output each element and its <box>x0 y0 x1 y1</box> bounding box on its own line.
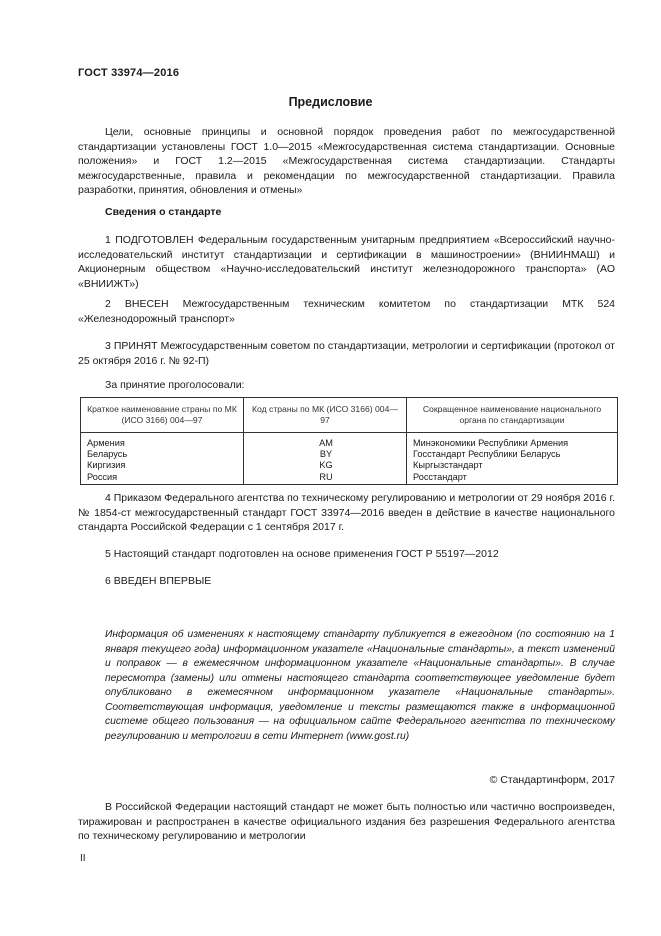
country-cell: Киргизия <box>81 460 244 471</box>
code-cell: BY <box>244 449 407 460</box>
document-id: ГОСТ 33974—2016 <box>78 67 180 79</box>
changes-notice-text: Информация об изменениях к настоящему стандарту публикуется в ежегодном (по состоянию на 1 января текущего года) информационном указателе «Национальные стандарты», а текст изменений и поправок — в ежемесячном информационном указателе «Национальные стандарты». В случае пересмотра (замены) или отмены настоящего стандарта соответствующее уведомление будет опубликовано в ежемесячном информационном указателе «Национальные стандарты». Соответствующая информация, уведомление и тексты размещаются также в информационной системе общего пользования — на официальном сайте Федерального агентства по техническому регулированию и метрологии в сети Интернет (www.gost.ru) <box>105 629 615 742</box>
page-number: II <box>80 853 86 864</box>
info-item-1: 1 ПОДГОТОВЛЕН Федеральным государственным унитарным предприятием «Всероссийский научно-исследовательский институт стандартизации и сертификации в машиностроении» (ВНИИНМАШ) и Акционерным обществом «Научно-исследовательский институт железнодорожного транспорта» (АО «ВНИИЖТ») <box>78 234 615 290</box>
code-cell: RU <box>244 472 407 485</box>
info-item-5: 5 Настоящий стандарт подготовлен на основе применения ГОСТ Р 55197—2012 <box>105 548 499 560</box>
changes-notice <box>105 628 615 744</box>
column-header-code: Код страны по МК (ИСО 3166) 004—97 <box>244 398 407 433</box>
country-cell: Беларусь <box>81 449 244 460</box>
table-row <box>81 460 618 471</box>
foreword-intro: Цели, основные принципы и основной порядок проведения работ по межгосударственной стандартизации установлены ГОСТ 1.0—2015 «Межгосударственная система стандартизации. Основные положения» и ГОСТ 1.2—2015 «Межгосударственная система стандартизации. Стандарты межгосударственные, правила и рекомендации по межгосударственной стандартизации. Правила разработки, принятия, обновления и отмены» <box>78 126 615 196</box>
info-item-4: 4 Приказом Федерального агентства по техническому регулированию и метрологии от 29 ноября 2016 г. № 1854-ст межгосударственный стандарт ГОСТ 33974—2016 введен в действие в качестве национального стандарта Российской Федерации с 1 сентября 2017 г. <box>78 492 615 533</box>
standard-info-heading: Сведения о стандарте <box>105 206 222 218</box>
voted-label: За принятие проголосовали: <box>105 379 245 391</box>
voting-table <box>80 397 618 485</box>
foreword-title: Предисловие <box>288 95 373 109</box>
code-cell: KG <box>244 460 407 471</box>
country-cell: Армения <box>81 432 244 449</box>
body-cell: Госстандарт Республики Беларусь <box>407 449 618 460</box>
info-item-2: 2 ВНЕСЕН Межгосударственным техническим комитетом по стандартизации МТК 524 «Железнодорожный транспорт» <box>78 298 615 325</box>
copyright-line: © Стандартинформ, 2017 <box>489 774 615 786</box>
info-item-6: 6 ВВЕДЕН ВПЕРВЫЕ <box>105 575 212 587</box>
info-item-3: 3 ПРИНЯТ Межгосударственным советом по стандартизации, метрологии и сертификации (протокол от 25 октября 2016 г. № 92-П) <box>78 340 615 367</box>
table-row <box>81 472 618 485</box>
body-cell: Минэкономики Республики Армения <box>407 432 618 449</box>
body-cell: Кыргызстандарт <box>407 460 618 471</box>
code-cell: AM <box>244 432 407 449</box>
table-header-row <box>81 398 618 433</box>
column-header-body: Сокращенное наименование национального органа по стандартизации <box>407 398 618 433</box>
column-header-country: Краткое наименование страны по МК (ИСО 3166) 004—97 <box>81 398 244 433</box>
table-row <box>81 449 618 460</box>
table-row <box>81 432 618 449</box>
reproduction-rights: В Российской Федерации настоящий стандарт не может быть полностью или частично воспроизведен, тиражирован и распространен в качестве официального издания без разрешения Федерального агентства по техническому регулированию и метрологии <box>78 801 615 842</box>
body-cell: Росстандарт <box>407 472 618 485</box>
country-cell: Россия <box>81 472 244 485</box>
